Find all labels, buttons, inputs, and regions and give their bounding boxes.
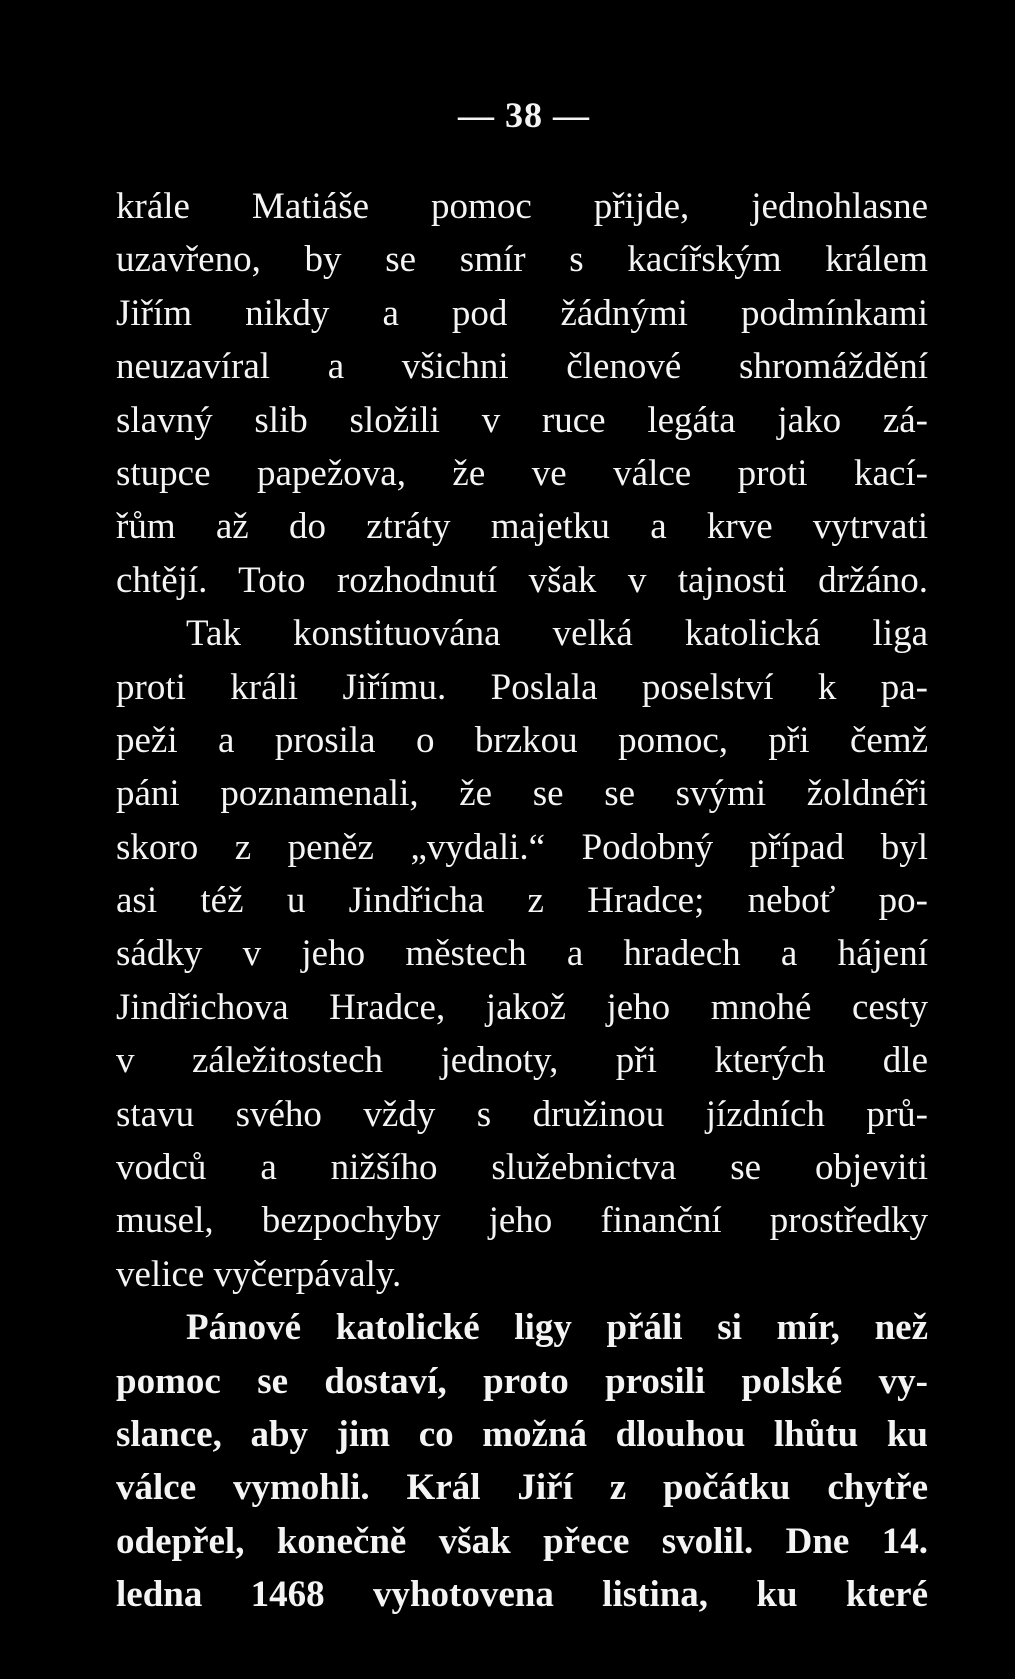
paragraph-1: [116, 180, 928, 607]
text-line: Jiřím nikdy a pod žádnými podmínkami: [116, 292, 928, 334]
text-line: válce vymohli. Král Jiří z počátku chytře: [116, 1467, 928, 1509]
text-line: v záležitostech jednoty, při kterých dle: [116, 1040, 928, 1082]
text-line: peži a prosila o brzkou pomoc, při čemž: [116, 719, 928, 761]
text-line: odepřel, konečně však přece svolil. Dne 14.: [116, 1520, 928, 1562]
text-line: pomoc se dostaví, proto prosili polské vy-: [116, 1360, 928, 1402]
text-line: Tak konstituována velká katolická liga: [186, 613, 928, 655]
text-line: krále Matiáše pomoc přijde, jednohlasne: [116, 186, 928, 227]
text-line: páni poznamenali, že se se svými žoldnéři: [116, 773, 928, 815]
text-line: sádky v jeho městech a hradech a hájení: [116, 933, 928, 975]
text-line: slavný slib složili v ruce legáta jako zá-: [116, 399, 928, 441]
text-line: Jindřichova Hradce, jakož jeho mnohé cesty: [116, 986, 928, 1028]
text-line: velice vyčerpávaly.: [116, 1253, 402, 1295]
text-line: musel, bezpochyby jeho finanční prostředky: [116, 1200, 928, 1242]
text-line: vodců a nižšího služebnictva se objeviti: [116, 1147, 928, 1189]
paragraph-3: [116, 1301, 928, 1621]
text-line: slance, aby jim co možná dlouhou lhůtu ku: [116, 1413, 928, 1455]
text-line: asi též u Jindřicha z Hradce; neboť po-: [116, 880, 928, 922]
text-line: řům až do ztráty majetku a krve vytrvati: [116, 506, 928, 548]
text-line: stavu svého vždy s družinou jízdních prů-: [116, 1093, 928, 1135]
text-line: proti králi Jiřímu. Poslala poselství k pa-: [116, 666, 928, 708]
text-line: skoro z peněz „vydali.“ Podobný případ byl: [116, 826, 928, 868]
body-text: [116, 180, 928, 1622]
text-line: chtějí. Toto rozhodnutí však v tajnosti držáno.: [116, 559, 928, 601]
text-line: neuzavíral a všichni členové shromáždění: [116, 346, 928, 388]
text-line: uzavřeno, by se smír s kacířským králem: [116, 239, 928, 281]
text-line: ledna 1468 vyhotovena listina, ku které: [116, 1574, 928, 1616]
text-line: Pánové katolické ligy přáli si mír, než: [186, 1307, 928, 1349]
text-line: stupce papežova, že ve válce proti kací-: [116, 452, 928, 494]
paragraph-2: [116, 607, 928, 1301]
page-number: — 38 —: [458, 95, 590, 135]
